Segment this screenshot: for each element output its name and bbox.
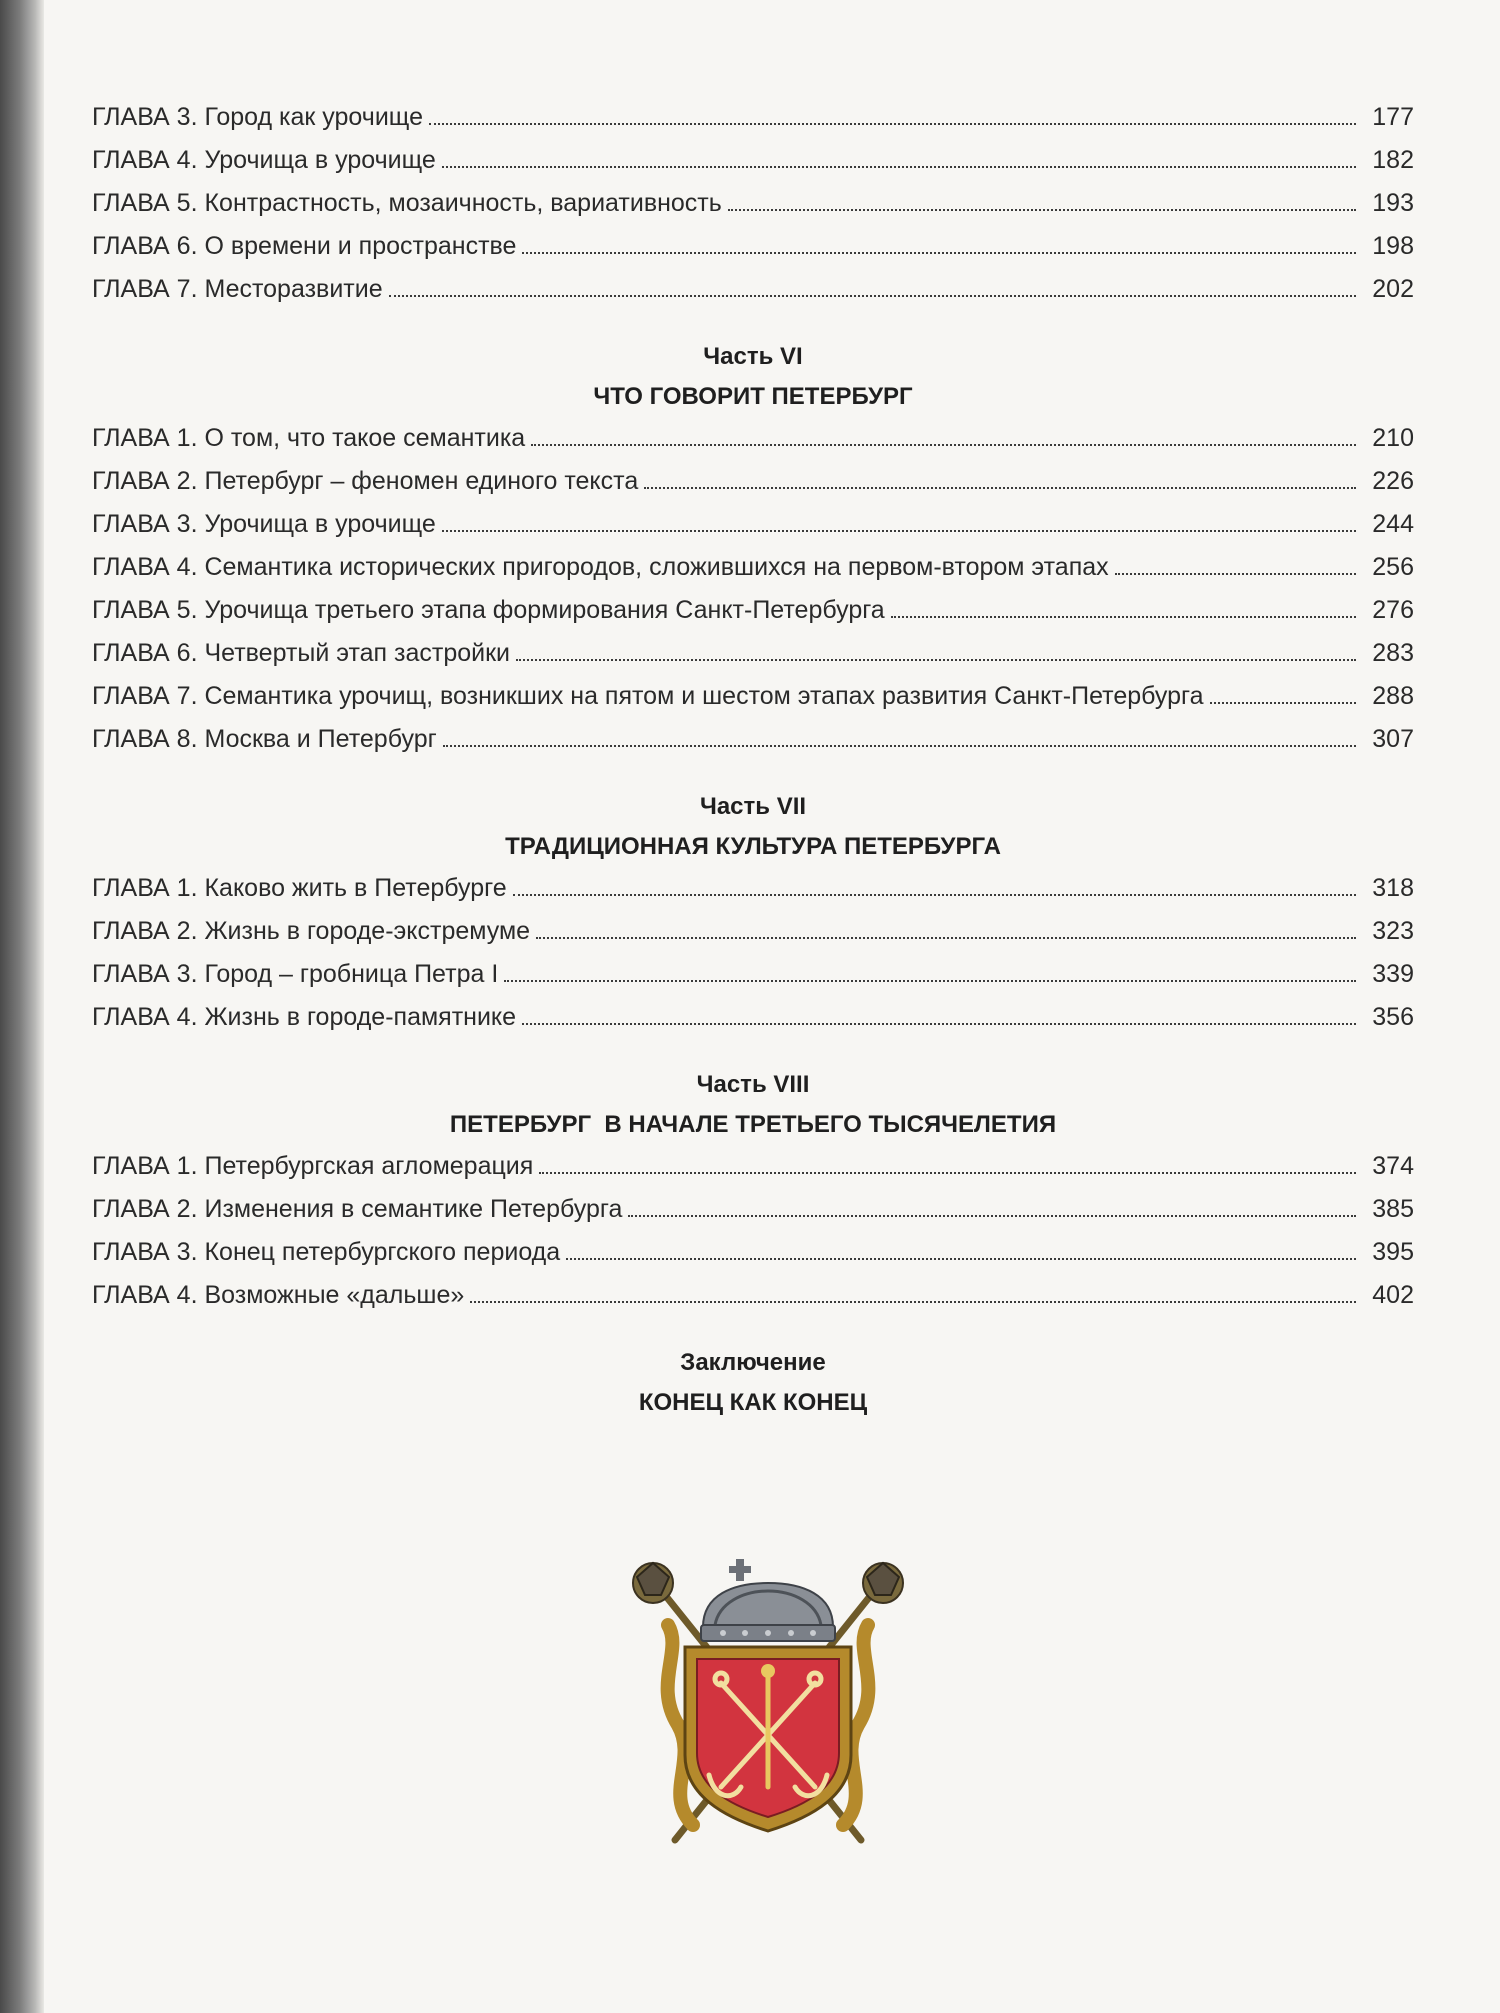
toc-entry-title: ГЛАВА 7. Месторазвитие (92, 275, 383, 303)
toc-entry-title: ГЛАВА 3. Конец петербургского периода (92, 1238, 561, 1266)
toc-entry[interactable] (92, 910, 1414, 953)
part-title: ПЕТЕРБУРГ В НАЧАЛЕ ТРЕТЬЕГО ТЫСЯЧЕЛЕТИЯ (449, 1111, 1057, 1138)
toc-entry[interactable] (92, 417, 1414, 460)
toc-entry[interactable] (92, 182, 1414, 225)
dot-leader (442, 166, 1356, 168)
toc-entry-page: 202 (1372, 275, 1414, 303)
toc-entry-title: ГЛАВА 5. Контрастность, мозаичность, вариативность (92, 189, 722, 217)
dot-leader (443, 745, 1356, 747)
dot-leader (470, 1301, 1356, 1303)
toc-entry-page: 339 (1372, 960, 1414, 988)
dot-leader (429, 123, 1356, 125)
part-title: ЧТО ГОВОРИТ ПЕТЕРБУРГ (593, 383, 913, 410)
toc-entry-page: 283 (1372, 639, 1414, 667)
top-entries (92, 96, 1414, 311)
toc-entry[interactable] (92, 503, 1414, 546)
toc-entry-title: ГЛАВА 7. Семантика урочищ, возникших на пятом и шестом этапах развития Санкт-Петербурга (92, 682, 1204, 710)
toc-entry[interactable] (92, 675, 1414, 718)
toc-entry-page: 356 (1372, 1003, 1414, 1031)
toc-entry-page: 276 (1372, 596, 1414, 624)
dot-leader (539, 1172, 1356, 1174)
dot-leader (531, 444, 1356, 446)
toc-entry-title: ГЛАВА 3. Урочища в урочище (92, 510, 436, 538)
toc-entry[interactable] (92, 268, 1414, 311)
coat-of-arms-svg (623, 1555, 913, 1855)
toc-entry-page: 307 (1372, 725, 1414, 753)
toc-entry-page: 323 (1372, 917, 1414, 945)
toc-entry-page: 288 (1372, 682, 1414, 710)
toc-entry[interactable] (92, 225, 1414, 268)
toc-entry-title: ГЛАВА 3. Город – гробница Петра I (92, 960, 499, 988)
dot-leader (389, 295, 1356, 297)
toc-entry[interactable] (92, 589, 1414, 632)
dot-leader (728, 209, 1356, 211)
dot-leader (513, 894, 1356, 896)
dot-leader (891, 616, 1356, 618)
toc-entry-title: ГЛАВА 6. Четвертый этап застройки (92, 639, 511, 667)
toc-entry-page: 198 (1372, 232, 1414, 260)
dot-leader (536, 937, 1356, 939)
part-6 (92, 337, 1414, 761)
toc-entry-page: 177 (1372, 103, 1414, 131)
toc-entry-title: ГЛАВА 1. О том, что такое семантика (92, 424, 526, 452)
toc-entry-page: 210 (1372, 424, 1414, 452)
toc-entry[interactable] (92, 1274, 1414, 1317)
toc-entry-title: ГЛАВА 6. О времени и пространстве (92, 232, 517, 260)
toc-entry-title: ГЛАВА 3. Город как урочище (92, 103, 423, 131)
dot-leader (1210, 702, 1356, 704)
toc-entry-title: ГЛАВА 2. Жизнь в городе-экстремуме (92, 917, 531, 945)
conclusion-title: КОНЕЦ КАК КОНЕЦ (638, 1389, 868, 1416)
toc-entry[interactable] (92, 718, 1414, 761)
toc-entry-page: 402 (1372, 1281, 1414, 1309)
toc-entry-title: ГЛАВА 2. Петербург – феномен единого текста (92, 467, 639, 495)
toc-entry-page: 182 (1372, 146, 1414, 174)
dot-leader (644, 487, 1356, 489)
dot-leader (1115, 573, 1356, 575)
toc-entry[interactable] (92, 632, 1414, 675)
toc-entry-page: 318 (1372, 874, 1414, 902)
dot-leader (628, 1215, 1356, 1217)
toc-entry-title: ГЛАВА 4. Возможные «дальше» (92, 1281, 465, 1309)
toc-entry[interactable] (92, 867, 1414, 910)
dot-leader (522, 252, 1356, 254)
part-label: Часть VIII (696, 1071, 810, 1098)
toc-entry-page: 395 (1372, 1238, 1414, 1266)
part-7 (92, 787, 1414, 1039)
part-label: Часть VII (699, 793, 807, 820)
toc-entry-page: 256 (1372, 553, 1414, 581)
toc-entry-page: 374 (1372, 1152, 1414, 1180)
coat-of-arms-icon (623, 1555, 913, 1855)
toc-entry-title: ГЛАВА 5. Урочища третьего этапа формирования Санкт-Петербурга (92, 596, 885, 624)
toc-entry[interactable] (92, 1145, 1414, 1188)
toc-entry-title: ГЛАВА 4. Урочища в урочище (92, 146, 436, 174)
toc-entry[interactable] (92, 460, 1414, 503)
toc-entry-page: 193 (1372, 189, 1414, 217)
part-8 (92, 1065, 1414, 1317)
toc-entry[interactable] (92, 1188, 1414, 1231)
book-spine-shadow (0, 0, 44, 2013)
crown-icon (701, 1559, 835, 1641)
toc-entry[interactable] (92, 96, 1414, 139)
dot-leader (566, 1258, 1356, 1260)
part-title: ТРАДИЦИОННАЯ КУЛЬТУРА ПЕТЕРБУРГА (505, 833, 1001, 860)
toc-entry[interactable] (92, 996, 1414, 1039)
table-of-contents (92, 96, 1414, 1423)
dot-leader (442, 530, 1356, 532)
dot-leader (504, 980, 1356, 982)
toc-entry-page: 385 (1372, 1195, 1414, 1223)
toc-entry[interactable] (92, 139, 1414, 182)
toc-entry-title: ГЛАВА 1. Каково жить в Петербурге (92, 874, 507, 902)
conclusion (92, 1343, 1414, 1423)
toc-entry-title: ГЛАВА 2. Изменения в семантике Петербурга (92, 1195, 623, 1223)
toc-entry[interactable] (92, 1231, 1414, 1274)
dot-leader (516, 659, 1356, 661)
dot-leader (522, 1023, 1356, 1025)
toc-entry-title: ГЛАВА 4. Семантика исторических пригородов, сложившихся на первом-втором этапах (92, 553, 1109, 581)
toc-entry-title: ГЛАВА 1. Петербургская агломерация (92, 1152, 534, 1180)
toc-entry[interactable] (92, 953, 1414, 996)
toc-entry-page: 226 (1372, 467, 1414, 495)
toc-entry-title: ГЛАВА 4. Жизнь в городе-памятнике (92, 1003, 517, 1031)
part-label: Часть VI (703, 343, 803, 370)
toc-entry[interactable] (92, 546, 1414, 589)
conclusion-label: Заключение (680, 1349, 826, 1376)
toc-entry-page: 244 (1372, 510, 1414, 538)
toc-entry-title: ГЛАВА 8. Москва и Петербург (92, 725, 437, 753)
